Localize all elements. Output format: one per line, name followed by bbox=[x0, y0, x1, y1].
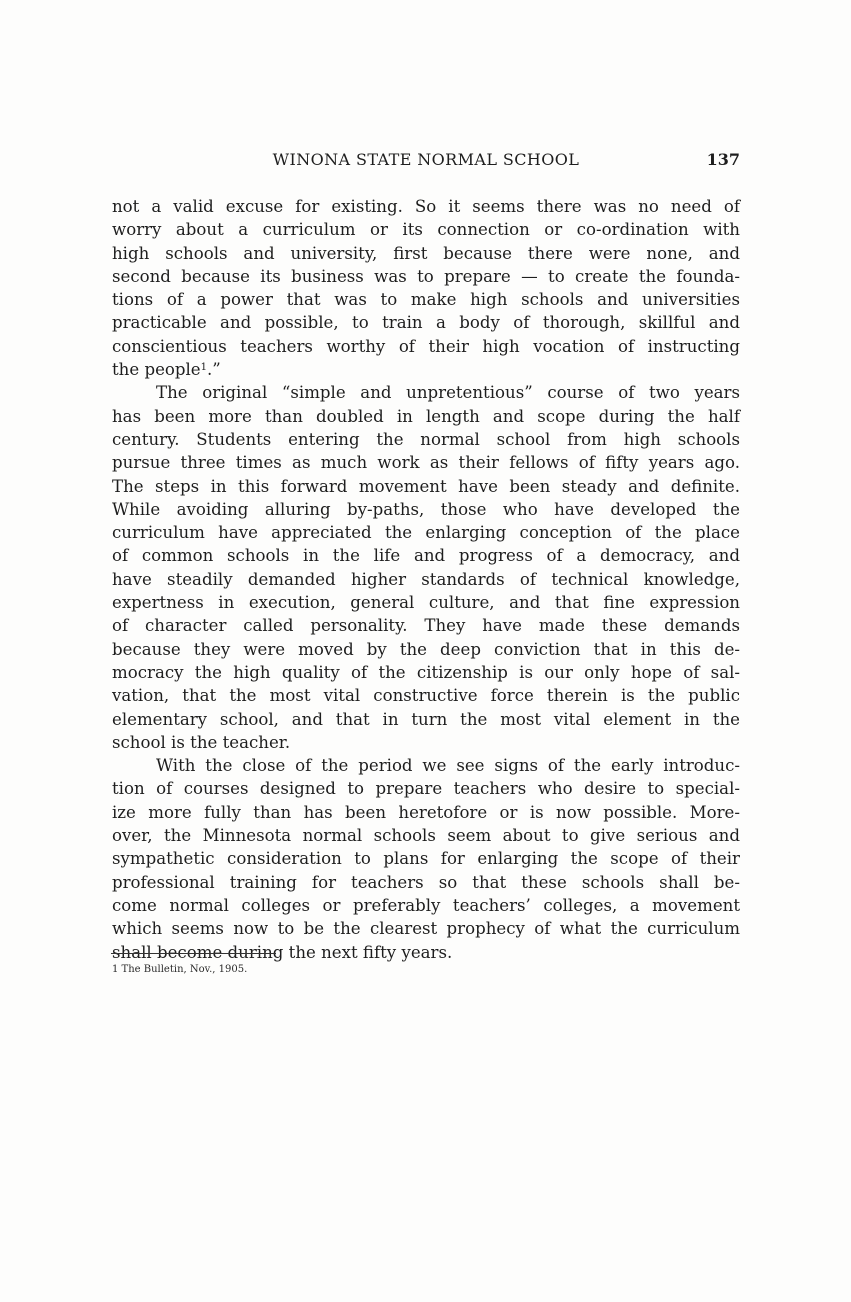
text-line: has been more than doubled in length and scope during the half bbox=[112, 406, 740, 426]
paragraph-end-line: school is the teacher. bbox=[112, 732, 291, 752]
text-line: expertness in execution, general culture, and that fine expression bbox=[112, 593, 740, 613]
text-line: worry about a curriculum or its connection or co-ordination with bbox=[112, 220, 740, 240]
closing-quote: .” bbox=[207, 360, 221, 380]
text-line: of common schools in the life and progress of a democracy, and bbox=[112, 546, 740, 566]
paragraph-start-line: The original “simple and unpretentious” course of two years bbox=[156, 383, 740, 403]
text-line: pursue three times as much work as their fellows of fifty years ago. bbox=[112, 453, 740, 473]
text-line: conscientious teachers worthy of their high vocation of instructing bbox=[112, 336, 740, 356]
text-line: curriculum have appreciated the enlarging conception of the place bbox=[112, 523, 740, 543]
running-head bbox=[112, 148, 740, 172]
text-line: sympathetic consideration to plans for enlarging the scope of their bbox=[112, 849, 740, 869]
text-line-segment: the people bbox=[112, 360, 201, 380]
text-line: mocracy the high quality of the citizenship is our only hope of sal- bbox=[112, 662, 740, 682]
text-line: elementary school, and that in turn the most vital element in the bbox=[112, 709, 740, 729]
footnote-reference: 1 bbox=[200, 362, 208, 374]
running-title: WINONA STATE NORMAL SCHOOL bbox=[272, 150, 580, 169]
footnote: 1 The Bulletin, Nov., 1905. bbox=[112, 964, 248, 975]
text-line: While avoiding alluring by-paths, those who have developed the bbox=[112, 499, 740, 519]
text-line: which seems now to be the clearest prophecy of what the curriculum bbox=[112, 919, 740, 939]
text-line: high schools and university, first because there were none, and bbox=[112, 243, 740, 263]
text-line: century. Students entering the normal school from high schools bbox=[112, 429, 740, 449]
footnote-divider bbox=[111, 953, 276, 954]
paragraph-end-line: shall become during the next fifty years. bbox=[112, 942, 453, 962]
text-line: of character called personality. They have made these demands bbox=[112, 616, 740, 636]
text-line: The steps in this forward movement have been steady and definite. bbox=[112, 476, 740, 496]
text-line: tions of a power that was to make high schools and universities bbox=[112, 290, 740, 310]
text-line: second because its business was to prepare — to create the founda- bbox=[112, 266, 740, 286]
text-line: tion of courses designed to prepare teachers who desire to special- bbox=[112, 779, 740, 799]
text-line: not a valid excuse for existing. So it seems there was no need of bbox=[112, 197, 740, 216]
paragraph-start-line: With the close of the period we see signs of the early introduc- bbox=[156, 756, 740, 776]
page-number: 137 bbox=[706, 150, 740, 169]
text-line-with-footnote bbox=[112, 358, 740, 381]
text-line: professional training for teachers so that these schools shall be- bbox=[112, 872, 740, 892]
body-text bbox=[112, 195, 740, 964]
text-line: ize more fully than has been heretofore or is now possible. More- bbox=[112, 802, 740, 822]
text-line: because they were moved by the deep conviction that in this de- bbox=[112, 639, 740, 659]
text-line: come normal colleges or preferably teachers’ colleges, a movement bbox=[112, 895, 740, 915]
text-line: practicable and possible, to train a body of thorough, skillful and bbox=[112, 313, 740, 333]
text-line: over, the Minnesota normal schools seem about to give serious and bbox=[112, 826, 740, 846]
text-line: vation, that the most vital constructive force therein is the public bbox=[112, 686, 740, 706]
text-line: have steadily demanded higher standards of technical knowledge, bbox=[112, 569, 740, 589]
